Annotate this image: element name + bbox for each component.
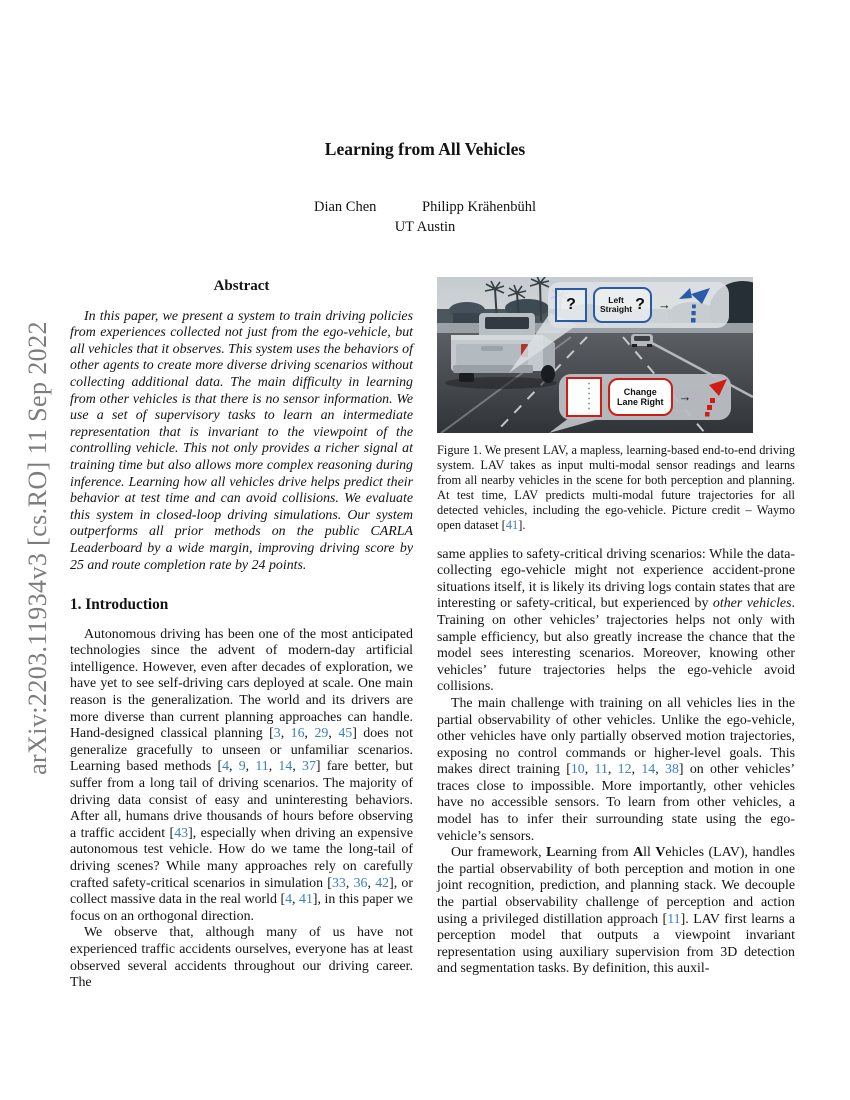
text-segment: same applies to safety-critical driving scenarios: While the data-collecting ego-vehicle might not experience accident-prone situations itself, it is likely its driving logs contain states that are interesting or safety-critical, but experienced by (437, 546, 795, 612)
author-row (0, 199, 850, 216)
text-segment: We observe that, although many of us have not experienced traffic accidents ourselves, everyone has at least observed several accidents throughout our driving career. The (70, 925, 413, 991)
citation-link[interactable]: 42 (375, 875, 390, 891)
text-segment: , (584, 762, 595, 778)
text-segment: , (292, 759, 302, 775)
citation-link[interactable]: 4 (222, 759, 230, 775)
body-paragraph-continuation (437, 547, 795, 696)
text-segment: , (280, 726, 291, 742)
author-name: Philipp Krähenbühl (422, 199, 537, 215)
text-segment: L (546, 845, 556, 861)
text-segment: V (655, 845, 666, 861)
text-segment: The main challenge with training on all vehicles lies in the partial observability of other vehicles. Unlike the ego-vehicle, other vehicles have only partially observed motion trajectories, exposing no control commands or higher-level goals. This makes direct training [ (437, 695, 795, 778)
figure1-image (437, 277, 753, 433)
text-segment: , (607, 762, 618, 778)
citation-link[interactable]: 14 (278, 759, 293, 775)
text-segment: . Training on other vehicles’ trajectories helps not only with sample efficiency, but also greatly increase the chance that the model sees interesting scenarios. Moreover, knowing other vehicles’ future trajectories helps the ego-vehicle avoid collisions. (437, 596, 795, 695)
plan-bubble-ego-vehicle (559, 374, 731, 420)
question-mark: ? (635, 295, 645, 313)
citation-link[interactable]: 43 (174, 825, 189, 841)
text-segment: ehicles (LAV), handles the partial observability of both perception and motion in one joint recognition, prediction, and planning stack. We decouple the partial observability challenge of perception and action using a privileged distillation approach [ (437, 845, 795, 927)
text-segment: , (229, 759, 239, 775)
affiliation: UT Austin (394, 219, 456, 235)
text-segment: earning from (555, 845, 634, 861)
text-segment: , (655, 762, 666, 778)
arrow-right-icon: → (657, 296, 671, 312)
body-paragraph-challenge (437, 696, 795, 845)
question-mark-box (555, 288, 587, 322)
figure1 (437, 277, 795, 534)
abstract-text: In this paper, we present a system to train driving policies from experiences collected not just from the ego-vehicle, but all vehicles that it observes. This system uses the behaviors of other agents to create more diverse driving scenarios without collecting additional data. The main difficulty in learning from other vehicles is that there is no sensor information. We use a set of supervisory tasks to learn an intermediate representation that is invariant to the viewpoint of the controlling vehicle. This not only provides a richer signal at training time but also allows more complex reasoning during inference. Learning how all vehicles drive helps predict their behavior at test time and can avoid collisions. We evaluate this system in closed-loop driving simulations. Our system outperforms all prior methods on the public CARLA Leaderboard by a wide margin, improving driving score by 25 and route completion rate by 24 points. (70, 308, 413, 573)
text-segment: ]. LAV first learns a perception model that outputs a viewpoint invariant representation using auxiliary supervision from 3D detection and segmentation tasks. By definition, this auxil- (437, 911, 795, 977)
text-segment: ]. (518, 518, 526, 533)
text-segment: Our framework, (451, 845, 547, 861)
text-segment: , (304, 726, 315, 742)
text-segment: ] fare better, but suffer from a long tail of driving scenarios. The majority of driving data consist of easy and uninteresting behaviors. After all, humans drive thousands of hours before observing a traffic accident [ (70, 759, 413, 841)
text-segment: ], or collect massive data in the real world [ (70, 875, 413, 908)
citation-link[interactable]: 4 (285, 892, 293, 908)
body-paragraph-framework (437, 845, 795, 978)
paper-title: Learning from All Vehicles (324, 139, 526, 159)
text-segment: , (345, 875, 354, 891)
citation-link[interactable]: 16 (290, 726, 305, 742)
right-column (437, 277, 795, 978)
intro-paragraph-1 (70, 627, 413, 926)
text-segment: ] does not generalize gracefully to unseen or unfamiliar scenarios. Learning based methods [ (70, 726, 413, 775)
author-name: Dian Chen (313, 199, 377, 215)
text-segment: , (328, 726, 339, 742)
citation-link[interactable]: 33 (331, 875, 346, 891)
figure1-caption (437, 443, 795, 534)
change-lane-box (608, 378, 673, 416)
prediction-bubble-other-vehicle (548, 282, 729, 328)
text-segment: ] on other vehicles’ traces close to impossible. More importantly, other vehicles have no accessible sensors. To learn from other vehicles, a model has to infer their surrounding state using the ego-vehicle’s sensors. (437, 762, 795, 844)
text-segment: , (631, 762, 642, 778)
arxiv-watermark: arXiv:2203.11934v3 [cs.RO] 11 Sep 2022 (23, 321, 52, 775)
trajectory-arrow-red-icon (698, 377, 728, 417)
citation-link[interactable]: 38 (665, 762, 679, 778)
text-segment: A (633, 845, 644, 861)
text-segment: other vehicles (712, 596, 792, 612)
change-lane-line1: Change (623, 386, 657, 397)
intro-paragraph-2 (70, 925, 413, 991)
citation-link[interactable]: 9 (238, 759, 246, 775)
citation-link[interactable]: 11 (594, 762, 608, 778)
citation-link[interactable]: 14 (641, 762, 656, 778)
text-segment: ], especially when driving an expensive autonomous test vehicle. How do we tame the long-tail of driving scenes? While many approaches rely on carefully crafted safety-critical scenarios in simulation [ (70, 825, 413, 891)
abstract-heading: Abstract (213, 278, 270, 294)
route-option-straight: Straight (600, 304, 633, 314)
citation-link[interactable]: 36 (353, 875, 368, 891)
text-segment: , (245, 759, 256, 775)
citation-link[interactable]: 41 (505, 518, 519, 533)
arrow-right-icon: → (678, 388, 692, 404)
text-segment: , (292, 892, 300, 908)
change-lane-line2: Lane Right (617, 397, 664, 407)
text-segment: , (367, 875, 376, 891)
citation-link[interactable]: 41 (299, 892, 313, 908)
citation-link[interactable]: 11 (255, 759, 269, 775)
citation-link[interactable]: 29 (314, 726, 329, 742)
citation-link[interactable]: 12 (617, 762, 632, 778)
citation-link[interactable]: 37 (302, 759, 316, 775)
left-column (70, 278, 413, 992)
text-segment: ll (643, 845, 656, 861)
citation-link[interactable]: 10 (570, 762, 585, 778)
text-segment: Figure 1. We present LAV, a mapless, learning-based end-to-end driving system. LAV takes as input multi-modal sensor readings and learns from all nearby vehicles in the scene for both perception and planning. At test time, LAV predicts multi-modal future trajectories for all detected vehicles, including the ego-vehicle. Picture credit – Waymo open dataset [ (437, 443, 795, 533)
question-mark: ? (566, 295, 576, 313)
text-segment: , (268, 759, 279, 775)
citation-link[interactable]: 3 (273, 726, 281, 742)
text-segment: ], in this paper we focus on an orthogonal direction. (70, 892, 413, 924)
map-patch (566, 377, 602, 417)
lidar-points (587, 381, 592, 413)
trajectory-arrow-blue-icon (677, 285, 711, 325)
section-heading-introduction: 1. Introduction (70, 596, 169, 614)
citation-link[interactable]: 11 (667, 911, 681, 927)
text-segment: Autonomous driving has been one of the most anticipated technologies since the advent of modern-day artificial intelligence. However, even after decades of exploration, we have yet to see self-driving cars deployed at scale. One main reason is the generalization. The world and its drivers are more diverse than current planning approaches can handle. Hand-designed classical planning [ (70, 626, 413, 742)
route-options-box (593, 287, 652, 323)
route-option-left: Left (608, 294, 624, 305)
citation-link[interactable]: 45 (338, 726, 353, 742)
